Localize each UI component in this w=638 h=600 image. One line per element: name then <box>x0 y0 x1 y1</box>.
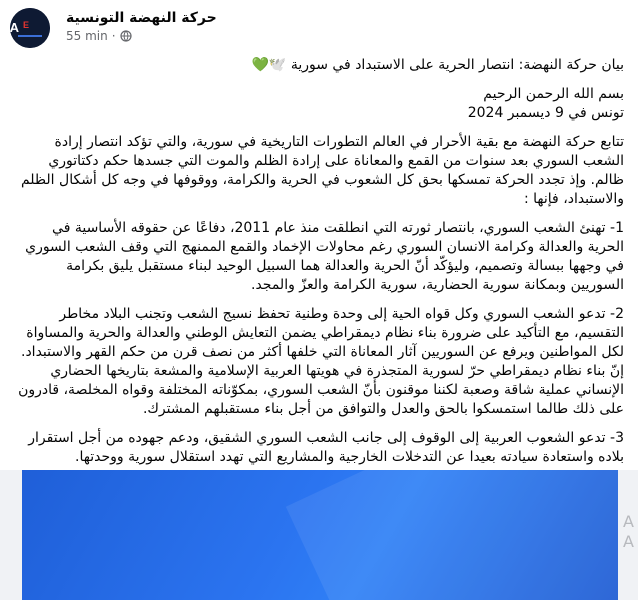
page-avatar[interactable] <box>10 8 50 48</box>
intro-paragraph: تتابع حركة النهضة مع بقية الأحرار في العالم التطورات التاريخية في سورية، والتي تؤكد انتصار إرادة الشعب السوري بعد سنوات من القمع والمعاناة على إرادة الظلم والموت التي جسدها حكم دكتاتوري ظالم. وإذ تجدد الحركة تمسكها بحق كل الشعوب في الحرية والكرامة، ووقوفها في وجه كل أشكال الظلم والاستبداد، فإنها : <box>20 134 624 207</box>
post-media[interactable] <box>0 470 638 600</box>
title-emojis: 🕊️💚 <box>251 57 287 73</box>
post-time[interactable]: 55 min <box>66 29 108 43</box>
post-date: تونس في 9 ديسمبر 2024 <box>467 105 624 121</box>
basmala: بسم الله الرحمن الرحيم <box>483 86 624 102</box>
meta-separator: · <box>111 29 116 43</box>
post-title-line <box>14 56 624 75</box>
post-title: بيان حركة النهضة: انتصار الحرية على الاستبداد في سورية <box>290 57 624 73</box>
side-letter-2: A <box>623 532 634 551</box>
media-image[interactable] <box>22 470 618 600</box>
post-meta <box>66 29 217 43</box>
point-3: 3- تدعو الشعوب العربية إلى الوقوف إلى جانب الشعب السوري الشقيق، ودعم جهوده من أجل استقرار بلاده واستعادة سيادته بعيدا عن التدخلات الخارجية والمشاريع التي تهدد استقلال سورية ووحدتها. <box>28 430 624 465</box>
point-2: 2- تدعو الشعب السوري وكل قواه الحية إلى وحدة وطنية تحفظ نسيج الشعب وتجنب البلاد مخاطر التقسيم، مع التأكيد على ضرورة بناء نظام ديمقراطي يضمن التعايش الوطني والعدالة والحرية والمساواة لكل المواطنين ويرفع عن السوريين آثار المعاناة التي خلفها أكثر من نصف قرن من حكم القهر والاستبداد. إنّ بناء نظام ديمقراطي حرّ لسورية المتجذرة في هويتها العربية الإسلامية والمشعة بتاريخها الحضاري الإنساني عملية شاقة وصعبة لكننا موقنون بأنّ الشعب السوري، بمكوّناته المختلفة وقواه المخلصة، قادرون على ذلك طالما استمسكوا بالحق والعدل والتوافق من أجل بناء مستقبلهم المشترك. <box>18 306 624 417</box>
svg-text:E: E <box>22 20 29 30</box>
post-header <box>10 8 628 52</box>
post-body <box>14 56 624 496</box>
globe-icon <box>120 30 132 42</box>
side-letter-1: A <box>623 512 634 531</box>
page-name[interactable]: حركة النهضة التونسية <box>66 10 217 26</box>
svg-text:A: A <box>10 20 19 35</box>
avatar-logo-icon <box>10 8 50 48</box>
point-1: 1- تهنئ الشعب السوري، بانتصار ثورته التي انطلقت منذ عام 2011، دفاعًا عن حقوقه الأساسية في الحرية والعدالة وكرامة الانسان السوري رغم محاولات الإخماد والقمع الممنهج التي وقف الشعب السوري في وجهها ببسالة وتصميم، وليؤكّد أنّ الحرية والعدالة هما السبيل الوحيد لبناء مستقبل يليق بكرامة السوريين وبمكانة سورية الحضارية، سورية الكرامة والعزّ والمجد. <box>25 220 624 293</box>
